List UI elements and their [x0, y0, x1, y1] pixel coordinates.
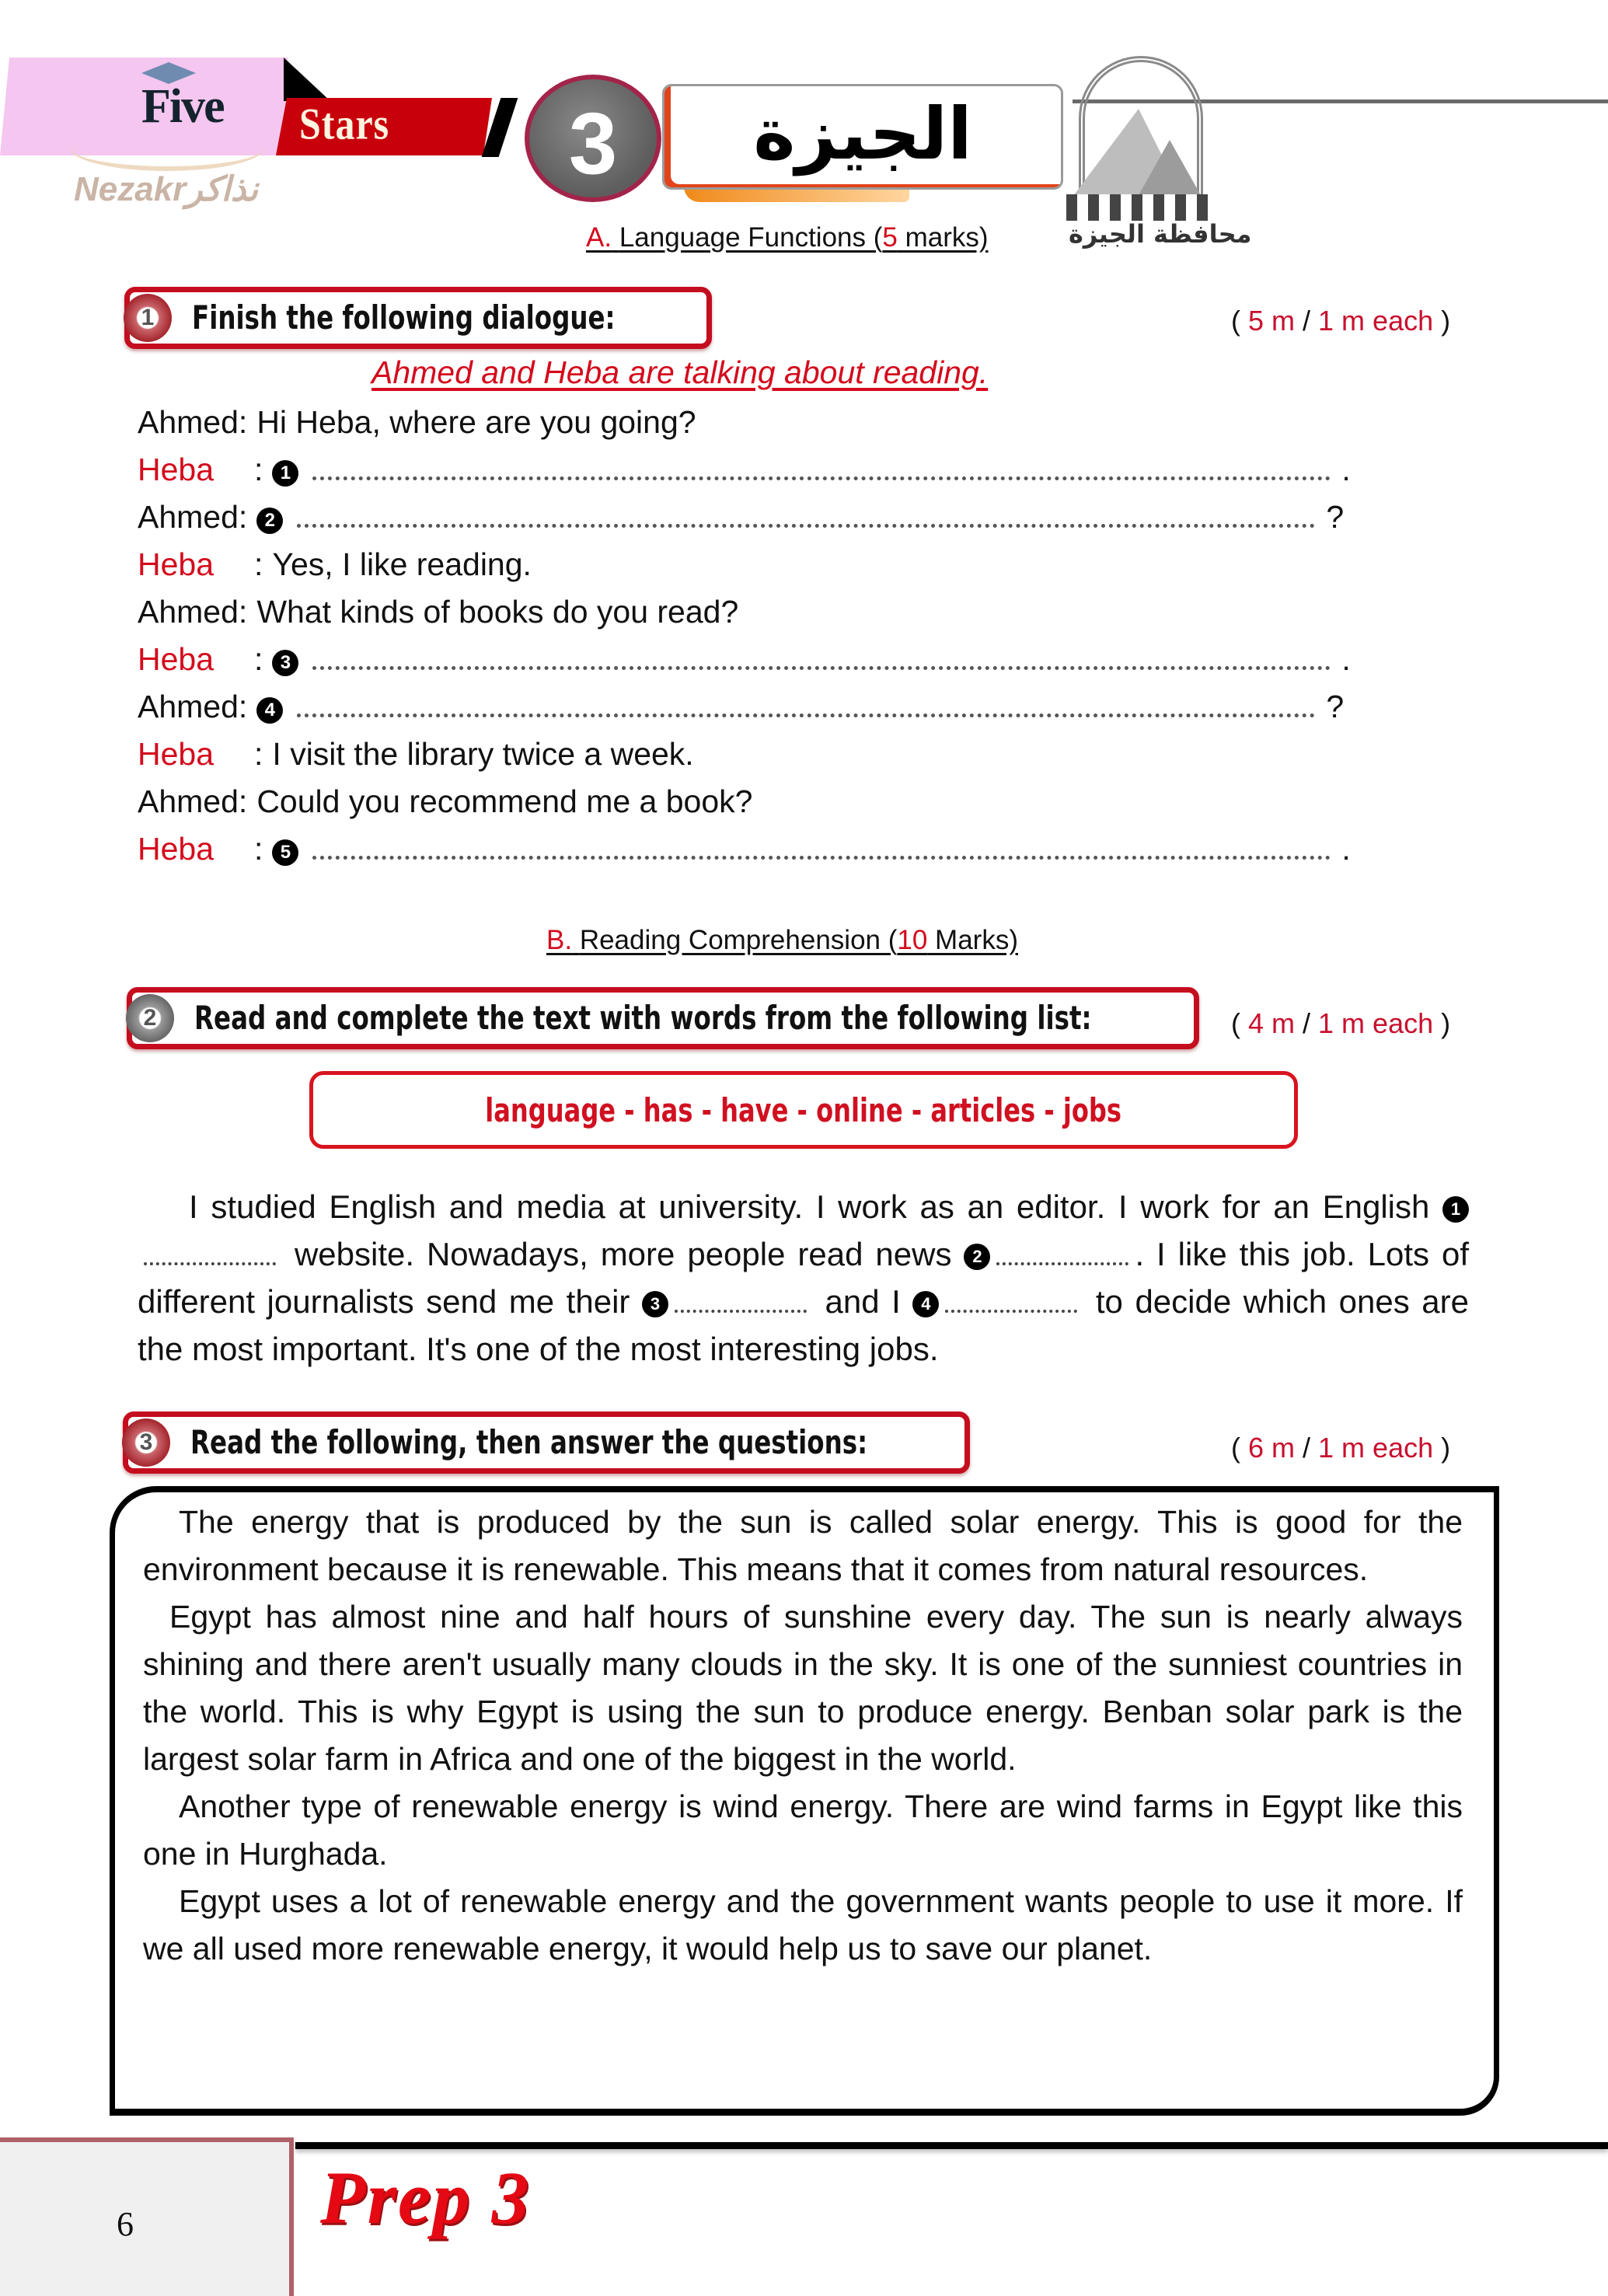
speaker-ahmed: Ahmed [138, 783, 239, 819]
item-number-badge: 4 [912, 1291, 939, 1317]
cloze-passage: I studied English and media at university. I work as an editor. I work for an English 1 website. Nowadays, more people read news 2 . I like this job. Lots of different journalists send me their 3 and I 4 to decide which ones are the most important. It's one of the most interesting jobs. [138, 1188, 1469, 1367]
dialogue-line: Heba : 1 . [138, 452, 1351, 487]
governorate-title-box [662, 84, 1063, 190]
dialogue-text: Hi Heba, where are you going? [256, 404, 696, 440]
dialogue-line: Ahmed : 2 ? [138, 499, 1345, 535]
answer-blank-4[interactable] [297, 711, 1315, 717]
speaker-ahmed: Ahmed [138, 404, 239, 440]
section-a-title: A. Language Functions (5 marks) [586, 222, 989, 253]
dialogue-line: Heba : Yes, I like reading. [138, 546, 532, 582]
item-number-badge: 2 [964, 1244, 990, 1270]
answer-blank-2[interactable] [297, 522, 1315, 528]
section-b-title: B. Reading Comprehension (10 Marks) [546, 925, 1018, 955]
page-number: 6 [117, 2205, 134, 2243]
dialogue-text: What kinds of books do you read? [256, 594, 739, 630]
brand-five: Five [141, 80, 224, 133]
section-a-letter: A. [586, 222, 612, 253]
speaker-ahmed: Ahmed [138, 594, 239, 630]
question-1-marks: ( 5 m / 1 m each ) [1231, 305, 1451, 337]
word-list: language - has - have - online - articles - jobs [485, 1090, 1122, 1129]
question-3-marks: ( 6 m / 1 m each ) [1231, 1432, 1451, 1464]
word-list-box [309, 1071, 1298, 1149]
question-number-badge: 1 [124, 294, 172, 342]
dialogue-context: Ahmed and Heba are talking about reading. [371, 354, 989, 390]
speaker-heba: Heba [138, 831, 215, 867]
item-number-badge: 3 [642, 1291, 668, 1317]
speaker-heba: Heba [138, 452, 215, 487]
dialogue-line: Ahmed : What kinds of books do you read? [138, 594, 739, 630]
footer-rule [295, 2142, 1608, 2149]
page-number-box [0, 2137, 294, 2296]
brand-stars: Stars [299, 98, 390, 149]
grade-badge [525, 75, 661, 202]
dialogue-line: Heba : 5 . [138, 831, 1351, 867]
brand-triangle [284, 58, 330, 101]
dialogue-line: Heba : I visit the library twice a week. [138, 736, 694, 772]
grade-number: 3 [568, 95, 618, 192]
passage-paragraph: Egypt has almost nine and half hours of sunshine every day. The sun is nearly always shining and there aren't usually many clouds in the sky. It is one of the sunniest countries in the world. This is why Egypt is using the sun to produce energy. Benban solar park is the largest solar farm in Africa and one of the biggest in the world. [143, 1599, 1463, 1777]
section-b-marks: 10 [897, 925, 928, 955]
item-number-badge: 3 [272, 650, 298, 676]
item-number-badge: 1 [1442, 1196, 1469, 1223]
dialogue-line: Heba : 3 . [138, 641, 1351, 677]
item-number-badge: 5 [272, 839, 298, 866]
speaker-heba: Heba [138, 641, 215, 677]
dialogue-line: Ahmed : Could you recommend me a book? [138, 783, 753, 819]
question-2-banner [127, 987, 1199, 1049]
question-2-title: Read and complete the text with words from the following list: [194, 999, 1092, 1037]
grade-label: Prep 3 [320, 2156, 531, 2239]
question-number-badge: 3 [122, 1418, 170, 1467]
question-number-badge: 2 [126, 994, 174, 1042]
speaker-heba: Heba [138, 736, 215, 772]
answer-blank-1[interactable] [312, 474, 1331, 480]
section-a-marks: 5 [882, 222, 898, 253]
passage-paragraph: Egypt uses a lot of renewable energy and the government wants people to use it more. If we all used more renewable energy, it would help us to save our planet. [143, 1883, 1463, 1966]
speaker-ahmed: Ahmed [138, 689, 239, 724]
answer-blank-5[interactable] [312, 853, 1331, 860]
section-b-letter: B. [546, 925, 573, 955]
passage-paragraph: Another type of renewable energy is wind energy. There are wind farms in Egypt like this one in Hurghada. [143, 1788, 1463, 1872]
item-number-badge: 1 [272, 460, 298, 487]
nile-waves-icon [1066, 194, 1216, 221]
reading-passage-box [110, 1486, 1499, 2116]
cloze-blank-4[interactable] [945, 1305, 1077, 1313]
question-3-banner [123, 1411, 970, 1474]
dialogue-text: I visit the library twice a week. [272, 736, 694, 772]
governorate-logo-caption: محافظة الجيزة [1069, 219, 1252, 249]
passage-paragraph: The energy that is produced by the sun is called solar energy. This is good for the environment because it is renewable. This means that it comes from natural resources. [143, 1504, 1463, 1587]
dialogue-line: Ahmed : Hi Heba, where are you going? [138, 404, 696, 440]
speaker-heba: Heba [138, 546, 215, 582]
speaker-ahmed: Ahmed [138, 499, 239, 535]
item-number-badge: 4 [256, 697, 283, 724]
cloze-blank-1[interactable] [144, 1258, 276, 1265]
cloze-blank-3[interactable] [675, 1305, 807, 1313]
answer-blank-3[interactable] [312, 664, 1331, 670]
dialogue-text: Yes, I like reading. [272, 546, 532, 582]
item-number-badge: 2 [256, 508, 283, 534]
question-2-marks: ( 4 m / 1 m each ) [1231, 1007, 1451, 1039]
dialogue-text: Could you recommend me a book? [256, 783, 753, 819]
question-1-title: Finish the following dialogue: [192, 298, 616, 337]
brand-watermark: Nezakrنذاكر [74, 170, 259, 208]
governorate-title: الجيزة [753, 92, 972, 176]
question-1-banner [124, 287, 712, 349]
dialogue-line: Ahmed : 4 ? [138, 689, 1345, 724]
question-3-title: Read the following, then answer the questions: [190, 1423, 868, 1461]
cloze-blank-2[interactable] [996, 1258, 1128, 1265]
